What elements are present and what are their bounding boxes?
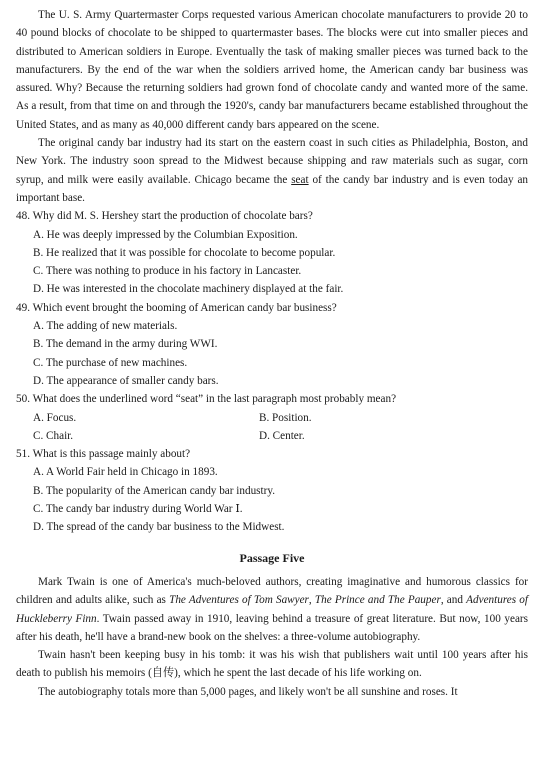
question-48-option-a: A. He was deeply impressed by the Columbian Exposition. bbox=[33, 228, 298, 241]
question-51-option-b: B. The popularity of the American candy bar industry. bbox=[33, 484, 276, 497]
question-49-option-c: C. The purchase of new machines. bbox=[33, 356, 188, 369]
paragraph-text: , and bbox=[440, 594, 467, 607]
question-48-option-b: B. He realized that it was possible for chocolate to become popular. bbox=[33, 246, 336, 259]
passage-five-paragraph-3: The autobiography totals more than 5,000 pages, and likely won't be all sunshine and roses. It bbox=[38, 685, 458, 698]
book-title: The Prince and The Pauper bbox=[314, 594, 441, 607]
question-51-stem: 51. What is this passage mainly about? bbox=[16, 448, 191, 461]
paragraph-text: The original candy bar industry had its start on the eastern coast in such cities as Philadelphia, Boston, and New York. The industry soon spread to the Midwest because shipping and raw materials such as sugar, corn syrup, and milk were easily available. Chicago became the bbox=[16, 137, 528, 186]
question-49-option-a: A. The adding of new materials. bbox=[33, 320, 178, 333]
passage-four-paragraph-2 bbox=[16, 134, 528, 207]
question-49-option-b: B. The demand in the army during WWI. bbox=[33, 338, 218, 351]
passage-five-heading: Passage Five bbox=[239, 550, 305, 565]
question-48-option-c: C. There was nothing to produce in his factory in Lancaster. bbox=[33, 265, 302, 278]
passage-four-paragraph-1: The U. S. Army Quartermaster Corps requested various American chocolate manufacturers to provide 20 to 40 pound blocks of chocolate to be shipped to quartermaster bases. The blocks were cut into smaller pieces and distributed to American soldiers in Europe. Eventually the task of making smaller pieces was turned back to the manufacturers. By the end of the war when the soldiers arrived home, the American candy bar business was assured. Why? Because the returning soldiers had grown fond of chocolate candy and wanted more of the same. As a result, from that time on and through the 1920's, candy bar manufacturers became established throughout the United States, and as many as 40,000 different candy bars appeared on the scene. bbox=[16, 9, 528, 131]
book-title: The Adventures of Tom Sawyer bbox=[169, 594, 309, 607]
question-50-options-row-1 bbox=[16, 409, 528, 427]
question-50-option-d: D. Center. bbox=[259, 429, 305, 442]
question-49-option-d: D. The appearance of smaller candy bars. bbox=[33, 374, 219, 387]
paragraph-text: Mark Twain is one of America's much-beloved authors, creating imaginative and humorous classics for children and adults alike, such as bbox=[16, 575, 528, 607]
paragraph-text: of the candy bar industry and is even today an important base. bbox=[16, 173, 528, 204]
question-50-options-row-2 bbox=[16, 427, 528, 445]
question-49-stem: 49. Which event brought the booming of American candy bar business? bbox=[16, 301, 337, 314]
paragraph-text: . Twain passed away in 1910, leaving behind a treasure of great literature. But now, 100 years after his death, he'll have a brand-new book on the shelves: a three-volume autobiography. bbox=[16, 612, 528, 643]
passage-five-paragraph-2: Twain hasn't been keeping busy in his tomb: it was his wish that publishers wait until 100 years after his death to publish his memoirs (自传), which he spent the last decade of his life working on. bbox=[16, 649, 528, 680]
question-50-stem: 50. What does the underlined word “seat” in the last paragraph most probably mean? bbox=[16, 393, 397, 406]
question-51-option-d: D. The spread of the candy bar business to the Midwest. bbox=[33, 521, 285, 534]
paragraph-text: , bbox=[308, 594, 315, 607]
question-50-option-a: A. Focus. bbox=[33, 411, 77, 424]
question-48-stem: 48. Why did M. S. Hershey start the production of chocolate bars? bbox=[16, 210, 313, 223]
underlined-word-seat: seat bbox=[291, 173, 309, 186]
question-51-option-a: A. A World Fair held in Chicago in 1893. bbox=[33, 466, 218, 479]
question-50-option-b: B. Position. bbox=[259, 411, 312, 424]
question-48-option-d: D. He was interested in the chocolate machinery displayed at the fair. bbox=[33, 283, 344, 296]
passage-five-paragraph-1 bbox=[16, 573, 528, 646]
question-50-option-c: C. Chair. bbox=[33, 429, 74, 442]
question-51-option-c: C. The candy bar industry during World War Ⅰ. bbox=[33, 503, 243, 516]
book-title: Adventures of Huckleberry Finn bbox=[16, 594, 528, 625]
